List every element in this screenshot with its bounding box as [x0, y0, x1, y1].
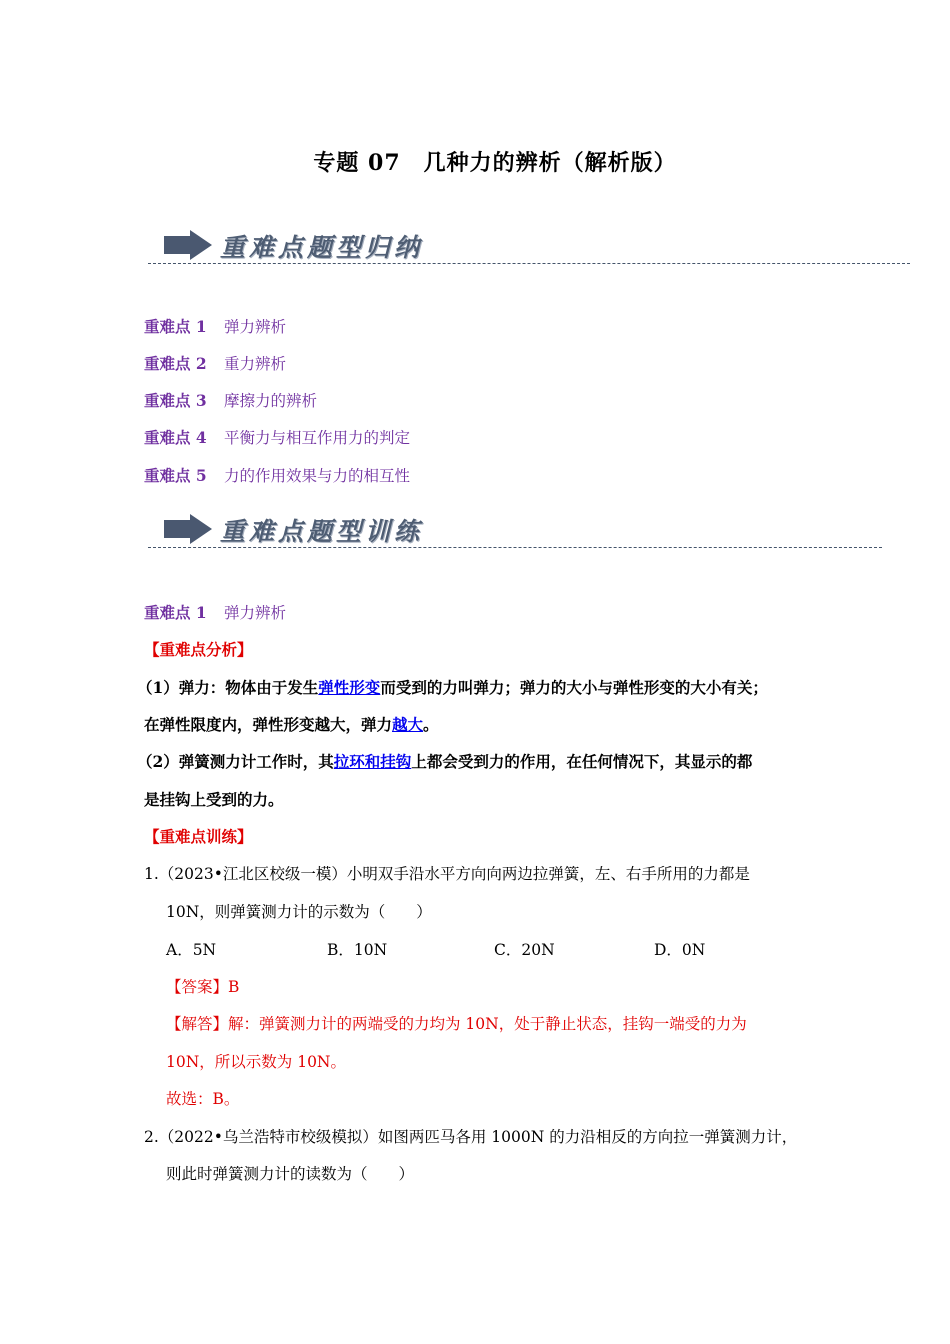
- section-banner-summary: [148, 222, 910, 272]
- q1-option-a[interactable]: A．5N: [166, 941, 217, 959]
- question-2-line-1: 2.（2022•乌兰浩特市校级模拟）如图两匹马各用 1000N 的力沿相反的方向拉一弹簧测力计，: [144, 1128, 798, 1146]
- section-banner-training: [148, 506, 910, 556]
- toc-item-1[interactable]: 重难点 1 弹力辨析: [144, 317, 287, 336]
- q1-solution-line-1: 【解答】解：弹簧测力计的两端受的力均为 10N，处于静止状态，挂钩一端受的力为: [166, 1015, 747, 1033]
- dashed-divider: [148, 263, 910, 264]
- q1-option-b[interactable]: B．10N: [327, 941, 388, 959]
- question-1-line-1: 1.（2023•江北区校级一模）小明双手沿水平方向向两边拉弹簧，左、右手所用的力都是: [144, 865, 750, 883]
- toc-item-2[interactable]: 重难点 2 重力辨析: [144, 354, 287, 373]
- analysis-paragraph-2a: （2）弹簧测力计工作时，其拉环和挂钩上都会受到力的作用，在任何情况下，其显示的都: [137, 752, 753, 771]
- banner-title: 重难点题型训练: [220, 517, 424, 546]
- question-2-line-2: 则此时弹簧测力计的读数为（ ）: [166, 1165, 415, 1183]
- analysis-paragraph-2b: 是挂钩上受到的力。: [144, 790, 284, 809]
- arrow-icon: [164, 514, 212, 544]
- analysis-paragraph-1a: （1）弹力：物体由于发生弹性形变而受到的力叫弹力；弹力的大小与弹性形变的大小有关；: [137, 678, 768, 697]
- toc-item-3[interactable]: 重难点 3 摩擦力的辨析: [144, 391, 318, 410]
- link-greater[interactable]: 越大: [392, 715, 424, 734]
- q1-choice: 故选：B。: [166, 1090, 240, 1108]
- section-heading: 重难点 1 弹力辨析: [144, 603, 287, 622]
- toc-item-5[interactable]: 重难点 5 力的作用效果与力的相互性: [144, 466, 411, 485]
- q1-answer: 【答案】B: [166, 978, 240, 996]
- page-title: 专题 07 几种力的辨析（解析版）: [313, 150, 677, 176]
- training-heading: 【重难点训练】: [144, 827, 253, 846]
- toc-item-4[interactable]: 重难点 4 平衡力与相互作用力的判定: [144, 428, 411, 447]
- link-ring-and-hook[interactable]: 拉环和挂钩: [333, 752, 412, 771]
- arrow-icon: [164, 230, 212, 260]
- q1-option-d[interactable]: D．0N: [654, 941, 706, 959]
- analysis-paragraph-1b: 在弹性限度内，弹性形变越大，弹力越大。: [144, 715, 439, 734]
- link-elastic-deformation[interactable]: 弹性形变: [318, 678, 381, 697]
- banner-title: 重难点题型归纳: [220, 233, 424, 262]
- q1-option-c[interactable]: C．20N: [494, 941, 555, 959]
- q1-solution-line-2: 10N，所以示数为 10N。: [166, 1053, 346, 1071]
- question-1-line-2: 10N，则弹簧测力计的示数为（ ）: [166, 903, 432, 921]
- analysis-heading: 【重难点分析】: [144, 640, 253, 659]
- dashed-divider: [148, 547, 882, 548]
